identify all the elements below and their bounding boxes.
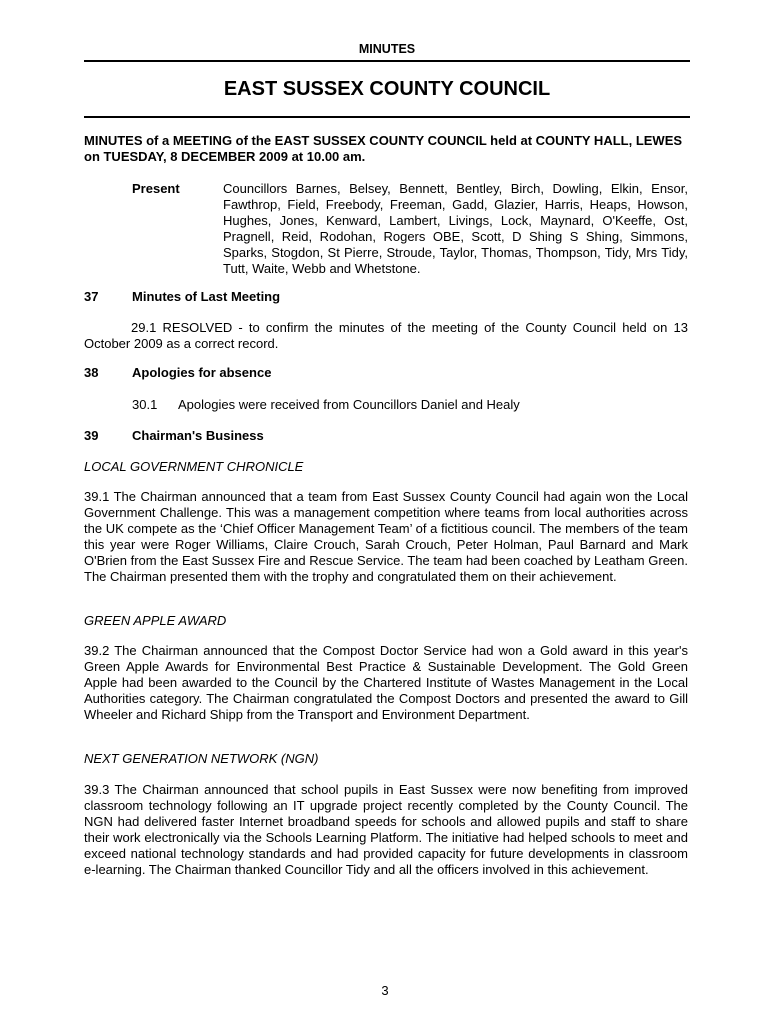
- paragraph-39-1: 39.1 The Chairman announced that a team from East Sussex County Council had again won the Local Government Challenge. This was a management competition where teams from local authorities across the UK compete as the ‘Chief Officer Management Team’ of a fictitious council. The members of the team this year were Roger Williams, Claire Crouch, Sarah Crouch, Peter Holman, Paul Barnard and Mark O'Brien from the East Sussex Fire and Rescue Service. The team had been coached by Leatham Green. The Chairman presented them with the trophy and congratulated them on their achievement.: [84, 489, 688, 584]
- meeting-lead-paragraph: MINUTES of a MEETING of the EAST SUSSEX COUNTY COUNCIL held at COUNTY HALL, LEWES on TUESDAY, 8 DECEMBER 2009 at 10.00 am.: [84, 133, 683, 164]
- subheading-green-apple-award: GREEN APPLE AWARD: [84, 613, 227, 628]
- item-39-number: 39: [84, 428, 99, 443]
- document-title: EAST SUSSEX COUNTY COUNCIL: [223, 78, 551, 100]
- item-37-number: 37: [84, 289, 99, 304]
- item-37-paragraph: 29.1 RESOLVED - to confirm the minutes of the meeting of the County Council held on 13 October 2009 as a correct record.: [84, 320, 688, 351]
- item-38-number: 38: [84, 365, 99, 380]
- item-38-paragraph-text: Apologies were received from Councillors Daniel and Healy: [178, 397, 520, 412]
- item-39-title: Chairman's Business: [132, 428, 264, 443]
- running-header: MINUTES: [358, 42, 416, 56]
- title-rule: [84, 116, 690, 118]
- item-38-paragraph: [132, 397, 520, 413]
- subheading-local-government-chronicle: LOCAL GOVERNMENT CHRONICLE: [84, 459, 304, 474]
- item-38-title: Apologies for absence: [132, 365, 272, 380]
- page-number: 3: [381, 983, 389, 998]
- paragraph-39-2: 39.2 The Chairman announced that the Compost Doctor Service had won a Gold award in this year's Green Apple Awards for Environmental Best Practice & Sustainable Development. The Gold Green Apple had been awarded to the Council by the Chartered Institute of Wastes Management in the Local Authorities category. The Chairman congratulated the Compost Doctors and presented the award to Gill Wheeler and Richard Shipp from the Transport and Environment Department.: [84, 643, 688, 722]
- paragraph-39-3: 39.3 The Chairman announced that school pupils in East Sussex were now benefiting from improved classroom technology following an IT upgrade project recently completed by the County Council. The NGN had delivered faster Internet broadband speeds for schools and allowed pupils and staff to share their work electronically via the Schools Learning Platform. The initiative had helped schools to meet and exceed national technology standards and had provided capacity for future developments in classroom e-learning. The Chairman thanked Councillor Tidy and all the officers involved in this achievement.: [84, 782, 688, 877]
- present-councillors-list: Councillors Barnes, Belsey, Bennett, Bentley, Birch, Dowling, Elkin, Ensor, Fawthrop, Field, Freebody, Freeman, Gadd, Glazier, Harris, Heaps, Howson, Hughes, Jones, Kenward, Lambert, Livings, Lock, Maynard, O'Keeffe, Ost, Pragnell, Reid, Rodohan, Rogers OBE, Scott, D Shing S Shing, Simmons, Sparks, Stogdon, St Pierre, Stroude, Taylor, Thomas, Thompson, Tidy, Mrs Tidy, Tutt, Waite, Webb and Whetstone.: [223, 181, 688, 276]
- subheading-next-generation-network: NEXT GENERATION NETWORK (NGN): [84, 751, 319, 766]
- present-label: Present: [132, 181, 180, 196]
- header-rule: [84, 60, 690, 62]
- item-38-paragraph-number: 30.1: [132, 397, 158, 412]
- item-37-title: Minutes of Last Meeting: [132, 289, 281, 304]
